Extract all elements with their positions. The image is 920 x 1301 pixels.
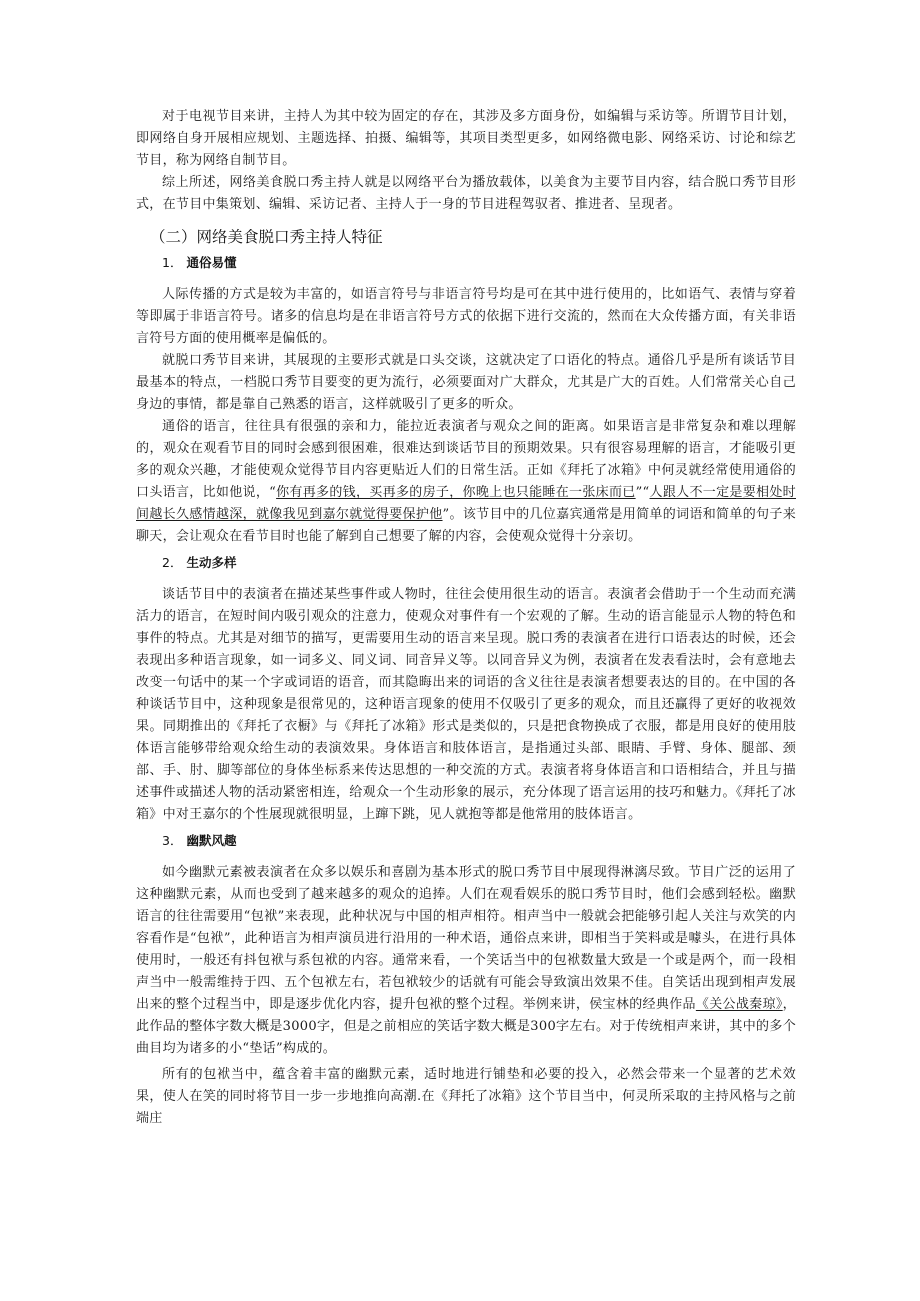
subheading-1-title: 通俗易懂 (186, 255, 237, 270)
subheading-2-title: 生动多样 (186, 555, 237, 570)
quote-2: 人跟人不一定是要相处时间越长久感情越深，就像我见到嘉尔就觉得要保护他 (136, 485, 796, 522)
s1-p3-text-a: 通俗的语言，往往具有很强的亲和力，能拉近表演者与观众之间的距离。如果语言是非常复杂和难以理解的，观众在观看节目的同时会感到很困难，很难达到谈话节目的预期效果。只有很容易理解的语言，才能吸引更多的观众兴趣，才能使观众觉得节目内容更贴近人们的日常生活。正如《拜托了冰箱》中何灵就经常使用通俗的口头语言，比如他说，“ (136, 419, 796, 500)
intro-paragraph-1: 对于电视节目来讲，主持人为其中较为固定的存在，其涉及多方面身份，如编辑与采访等。所谓节目计划，即网络自身开展相应规划、主题选择、拍摄、编辑等，其项目类型更多，如网络微电影、网络采访、讨论和综艺节目，称为网络自制节目。 (136, 109, 796, 168)
s2-paragraph-1: 谈话节目中的表演者在描述某些事件或人物时，往往会使用很生动的语言。表演者会借助于一个生动而充满活力的语言，在短时间内吸引观众的注意力，使观众对事件有一个宏观的了解。生动的语言能显示人物的特色和事件的特点。尤其是对细节的描写，更需要用生动的语言来呈现。脱口秀的表演者在进行口语表达的时候，还会表现出多种语言现象，如一词多义、同义词、同音异义等。以同音异义为例，表演者在发表看法时，会有意地去改变一句话中的某一个字或词语的语音，而其隐晦出来的词语的含义往往是表演者想要表达的目的。在中国的各种谈话节目中，这种现象是很常见的，这种语言现象的使用不仅吸引了更多的观众，而且还赢得了更好的收视效果。同期推出的《拜托了衣橱》与《拜托了冰箱》形式是类似的，只是把食物换成了衣服，都是用良好的使用肢体语言能够带给观众给生动的表演效果。身体语言和肢体语言，是指通过头部、眼睛、手臂、身体、腿部、颈部、手、肘、脚等部位的身体坐标系来传达思想的一种交流的方式。表演者将身体语言和口语相结合，并且与描述事件或描述人物的活动紧密相连，给观众一个生动形象的展示，充分体现了语言运用的技巧和魅力。《拜托了冰箱》中对王嘉尔的个性展现就很明显，上蹿下跳，见人就抱等都是他常用的肢体语言。 (136, 587, 796, 822)
subheading-2-number: 2． (162, 555, 183, 570)
subheading-3-number: 3． (162, 833, 183, 848)
s1-p3-text-b: ”。该节目中的几位嘉宾通常是用简单的词语和简单的句子来聊天，会让观众在看节目时也能了解到自己想要了解的内容，会使观众觉得十分亲切。 (136, 507, 796, 544)
s1-paragraph-3 (136, 416, 796, 548)
subheading-1-number: 1． (162, 255, 183, 270)
s3-paragraph-2: 所有的包袱当中，蕴含着丰富的幽默元素，适时地进行铺垫和必要的投入，必然会带来一个显著的艺术效果，使人在笑的同时将节目一步一步地推向高潮.在《拜托了冰箱》这个节目当中，何灵所采取的主持风格与之前端庄 (136, 1067, 796, 1126)
quote-1: 你有再多的钱，买再多的房子，你晚上也只能睡在一张床而已 (276, 485, 636, 500)
s1-paragraph-2: 就脱口秀节目来讲，其展现的主要形式就是口头交谈，这就决定了口语化的特点。通俗几乎是所有谈话节目最基本的特点，一档脱口秀节目要变的更为流行，必须要面对广大群众，尤其是广大的百姓。人们常常关心自己身边的事情，都是靠自己熟悉的语言，这样就吸引了更多的听众。 (136, 353, 796, 412)
work-title: 《关公战秦琼》 (695, 997, 783, 1012)
section-heading: （二）网络美食脱口秀主持人特征 (150, 228, 383, 246)
document-page (136, 106, 796, 1130)
subheading-2 (162, 552, 796, 574)
s3-paragraph-1 (136, 862, 796, 1060)
s1-paragraph-1: 人际传播的方式是较为丰富的，如语言符号与非语言符号均是可在其中进行使用的，比如语气、表情与穿着等即属于非语言符号。诸多的信息均是在非语言符号方式的依据下进行交流的，然而在大众传播方面，有关非语言符号方面的使用概率是偏低的。 (136, 287, 796, 346)
subheading-3 (162, 830, 796, 852)
subheading-3-title: 幽默风趣 (186, 833, 237, 848)
s1-p3-text-mid: ”“ (635, 485, 650, 500)
intro-paragraph-2: 综上所述，网络美食脱口秀主持人就是以网络平台为播放载体，以美食为主要节目内容，结合脱口秀节目形式，在节目中集策划、编辑、采访记者、主持人于一身的节目进程驾驭者、推进者、呈现者。 (136, 175, 796, 212)
s3-p1-text-b: ，此作品的整体字数大概是3000字，但是之前相应的笑话字数大概是300字左右。对于传统相声来讲，其中的多个曲目均为诸多的小“垫话”构成的。 (136, 997, 796, 1056)
subheading-1 (162, 252, 796, 274)
s3-p1-text-a: 如今幽默元素被表演者在众多以娱乐和喜剧为基本形式的脱口秀节目中展现得淋漓尽致。节目广泛的运用了这种幽默元素，从而也受到了越来越多的观众的追捧。人们在观看娱乐的脱口秀节目时，他们会感到轻松。幽默语言的往往需要用“包袱”来表现，此种状况与中国的相声相符。相声当中一般就会把能够引起人关注与欢笑的内容看作是“包袱”，此种语言为相声演员进行沿用的一种术语，通俗点来讲，即相当于笑料或是噱头，在进行具体使用时，一般还有抖包袱与系包袱的内容。通常来看，一个笑话当中的包袱数量大致是一个或是两个，而一段相声当中一般需维持于四、五个包袱左右，若包袱较少的话就有可能会导致演出效果不佳。自笑话出现到相声发展出来的整个过程当中，即是逐步优化内容，提升包袱的整个过程。举例来讲，侯宝林的经典作品 (136, 865, 796, 1012)
